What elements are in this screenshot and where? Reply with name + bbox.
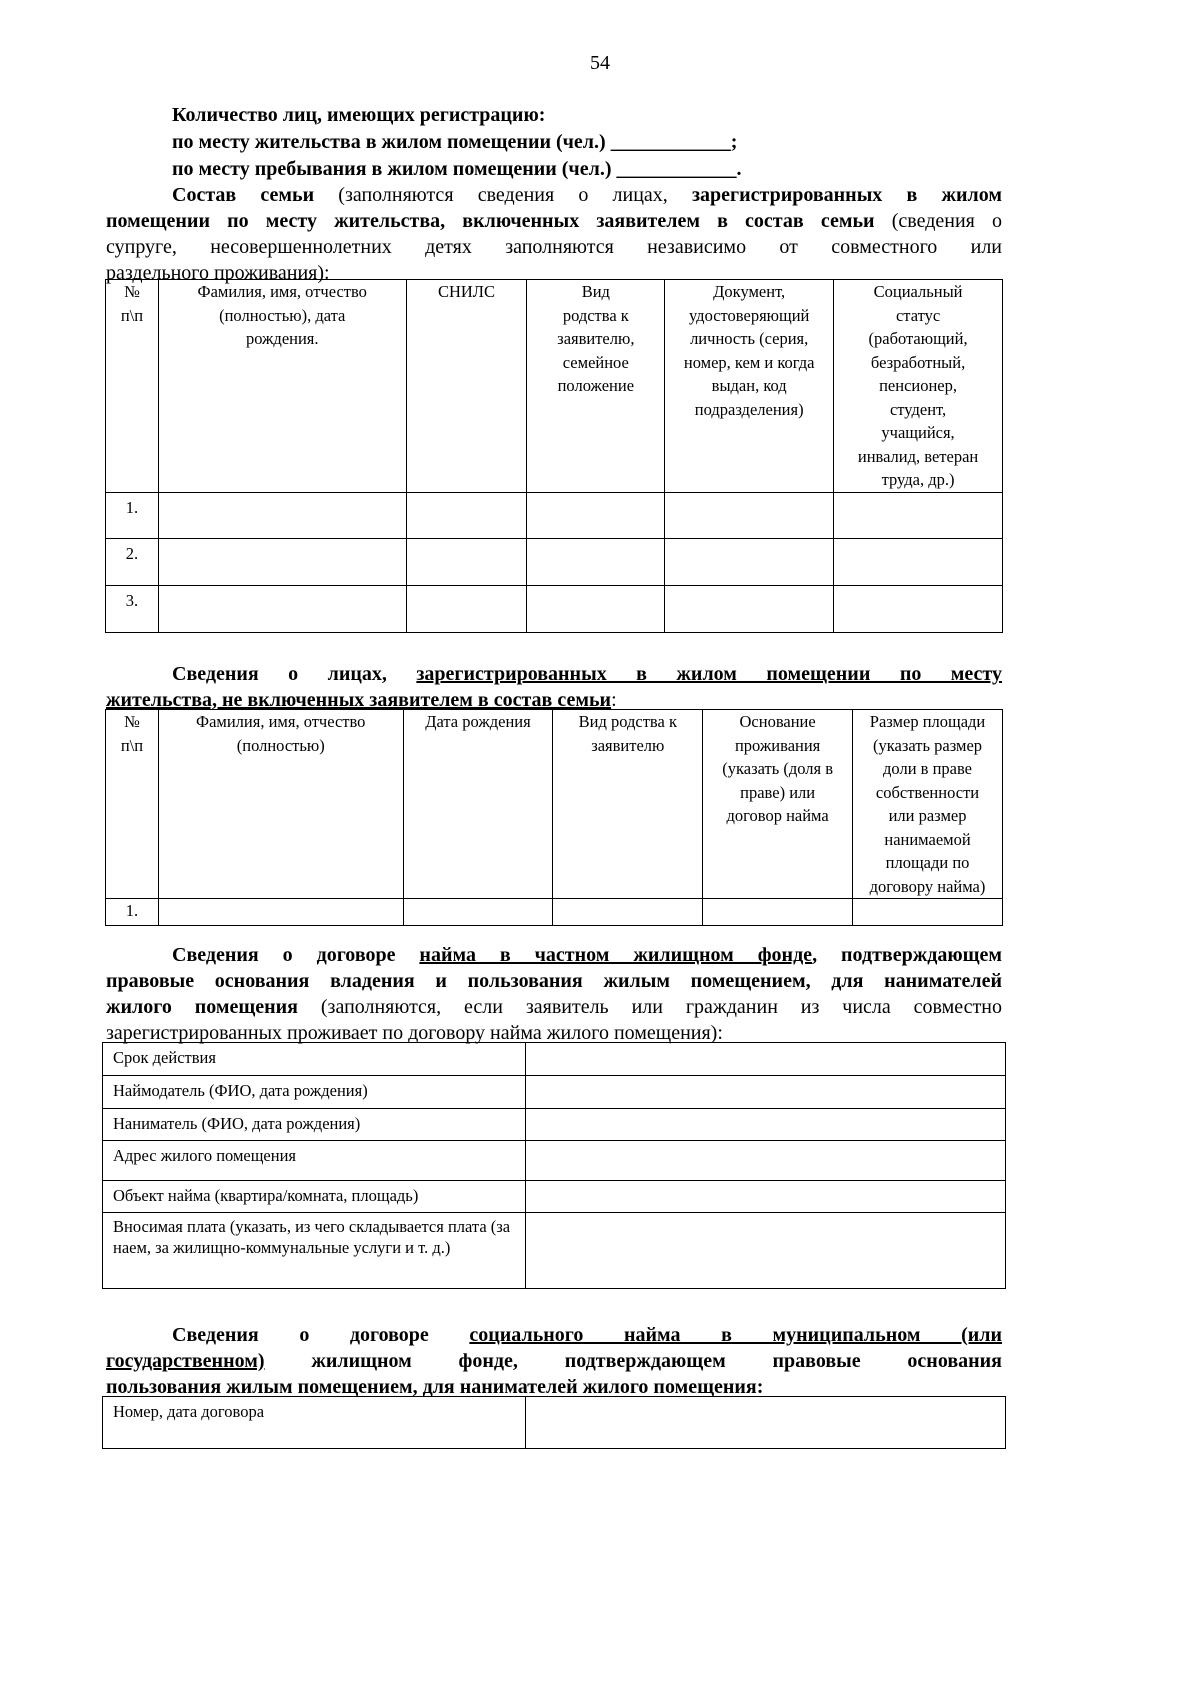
- table-cell[interactable]: [527, 493, 665, 539]
- family-composition-line2: [106, 207, 1002, 235]
- lease-object-label: Объект найма (квартира/комната, площадь): [103, 1181, 526, 1213]
- table-cell[interactable]: [665, 586, 834, 633]
- family-composition-line1: [172, 181, 1002, 209]
- tenant-label: Наниматель (ФИО, дата рождения): [103, 1109, 526, 1141]
- family-col-number: № п\п: [106, 280, 159, 493]
- family-composition-note2: (сведения о: [874, 210, 1003, 232]
- social-lease-title: Сведения о договоре: [172, 1324, 470, 1346]
- lease-term-label: Срок действия: [103, 1043, 526, 1076]
- family-composition-line3: супруге, несовершеннолетних детях заполняются независимо от совместного или: [106, 236, 1002, 258]
- social-lease-table: [102, 1396, 1006, 1449]
- table-cell[interactable]: [403, 899, 553, 926]
- registration-count-heading: Количество лиц, имеющих регистрацию:: [172, 104, 546, 126]
- family-table: [105, 279, 1003, 633]
- table-cell[interactable]: [525, 1141, 1005, 1181]
- table-row: [103, 1109, 1006, 1141]
- table-row: [106, 586, 1003, 633]
- ni-col-number: № п\п: [106, 710, 159, 899]
- private-lease-table: [102, 1042, 1006, 1289]
- row-number: 1.: [106, 899, 159, 926]
- address-label: Адрес жилого помещения: [103, 1141, 526, 1181]
- table-cell[interactable]: [665, 493, 834, 539]
- private-lease-note: (заполняются, если заявитель или гражданин из числа совместно: [298, 996, 1002, 1018]
- table-cell[interactable]: [158, 899, 403, 926]
- private-lease-rest: , подтверждающем: [812, 944, 1002, 966]
- registration-stay-label: по месту пребывания в жилом помещении (чел.): [172, 158, 612, 180]
- social-lease-rest: жилищном фонде, подтверждающем правовые основания: [264, 1350, 1002, 1372]
- private-lease-line1: [172, 941, 1002, 969]
- family-col-document: Документ, удостоверяющий личность (серия, номер, кем и когда выдан, код подразделения): [665, 280, 834, 493]
- private-lease-bold: жилого помещения: [106, 996, 298, 1018]
- row-number: 2.: [106, 539, 159, 586]
- table-cell[interactable]: [527, 586, 665, 633]
- not-included-colon: :: [611, 689, 617, 711]
- family-composition-bold2: зарегистрированных в жилом: [691, 184, 1002, 206]
- table-cell[interactable]: [834, 539, 1003, 586]
- social-lease-line2: [106, 1347, 1002, 1375]
- payment-label: Вносимая плата (указать, из чего складывается плата (за наем, за жилищно-коммунальные услуги и т. д.): [103, 1213, 526, 1289]
- not-included-table-header: [106, 710, 1003, 899]
- table-row: [103, 1043, 1006, 1076]
- ni-col-basis: Основание проживания (указать (доля в праве) или договор найма: [703, 710, 853, 899]
- private-lease-line2: правовые основания владения и пользования жилым помещением, для нанимателей: [106, 970, 1002, 992]
- registration-stay-blank[interactable]: ____________.: [611, 158, 742, 180]
- row-number: 1.: [106, 493, 159, 539]
- private-lease-title: Сведения о договоре: [172, 944, 420, 966]
- ni-col-birthdate: Дата рождения: [403, 710, 553, 899]
- table-cell[interactable]: [525, 1397, 1005, 1449]
- family-composition-bold3: помещении по месту жительства, включенных заявителем в состав семьи: [106, 210, 875, 232]
- social-lease-line3: пользования жилым помещением, для нанимателей жилого помещения:: [106, 1376, 764, 1398]
- table-row: [106, 493, 1003, 539]
- private-lease-underlined: найма в частном жилищном фонде: [419, 944, 813, 966]
- not-included-title: Сведения о лицах,: [172, 663, 417, 685]
- table-cell[interactable]: [853, 899, 1003, 926]
- table-cell[interactable]: [665, 539, 834, 586]
- table-cell[interactable]: [527, 539, 665, 586]
- landlord-label: Наймодатель (ФИО, дата рождения): [103, 1076, 526, 1109]
- page-number: 54: [590, 52, 610, 74]
- registration-residence-line: [172, 128, 737, 156]
- contract-number-label: Номер, дата договора: [103, 1397, 526, 1449]
- table-cell[interactable]: [406, 493, 527, 539]
- family-col-snils: СНИЛС: [406, 280, 527, 493]
- not-included-table: [105, 709, 1003, 926]
- ni-col-area: Размер площади (указать размер доли в праве собственности или размер нанимаемой площади по договору найма): [853, 710, 1003, 899]
- table-cell[interactable]: [406, 586, 527, 633]
- family-col-status: Социальный статус (работающий, безработный, пенсионер, студент, учащийся, инвалид, ветеран труда, др.): [834, 280, 1003, 493]
- family-composition-title: Состав семьи: [172, 184, 315, 206]
- table-cell[interactable]: [834, 493, 1003, 539]
- family-table-header: [106, 280, 1003, 493]
- registration-stay-line: [172, 155, 741, 183]
- row-number: 3.: [106, 586, 159, 633]
- family-composition-line4: раздельного проживания):: [106, 262, 330, 284]
- table-cell[interactable]: [525, 1043, 1005, 1076]
- not-included-underlined2: жительства, не включенных заявителем в состав семьи: [106, 689, 612, 711]
- social-lease-underlined: социального найма в муниципальном (или: [469, 1324, 1002, 1346]
- table-cell[interactable]: [525, 1076, 1005, 1109]
- family-col-relation: Вид родства к заявителю, семейное положение: [527, 280, 665, 493]
- ni-col-name: Фамилия, имя, отчество (полностью): [158, 710, 403, 899]
- table-row: [103, 1076, 1006, 1109]
- table-row: [103, 1181, 1006, 1213]
- family-col-name: Фамилия, имя, отчество (полностью), дата рождения.: [158, 280, 406, 493]
- table-row: [106, 899, 1003, 926]
- table-row: [106, 539, 1003, 586]
- registration-residence-blank[interactable]: ____________;: [605, 131, 738, 153]
- table-cell[interactable]: [158, 493, 406, 539]
- not-included-line1: [172, 660, 1002, 688]
- table-cell[interactable]: [158, 586, 406, 633]
- table-cell[interactable]: [553, 899, 703, 926]
- registration-residence-label: по месту жительства в жилом помещении (чел.): [172, 131, 606, 153]
- table-cell[interactable]: [525, 1109, 1005, 1141]
- table-cell[interactable]: [525, 1181, 1005, 1213]
- table-cell[interactable]: [525, 1213, 1005, 1289]
- private-lease-line4: зарегистрированных проживает по договору найма жилого помещения):: [106, 1022, 723, 1044]
- social-lease-underlined2: государственном): [106, 1350, 265, 1372]
- ni-col-relation: Вид родства к заявителю: [553, 710, 703, 899]
- table-row: [103, 1141, 1006, 1181]
- not-included-underlined: зарегистрированных в жилом помещении по месту: [416, 663, 1002, 685]
- table-cell[interactable]: [406, 539, 527, 586]
- table-cell[interactable]: [703, 899, 853, 926]
- table-row: [103, 1213, 1006, 1289]
- table-cell[interactable]: [158, 539, 406, 586]
- family-composition-note: (заполняются сведения о лицах,: [314, 184, 692, 206]
- private-lease-line3: [106, 993, 1002, 1021]
- table-row: [103, 1397, 1006, 1449]
- table-cell[interactable]: [834, 586, 1003, 633]
- social-lease-line1: [172, 1321, 1002, 1349]
